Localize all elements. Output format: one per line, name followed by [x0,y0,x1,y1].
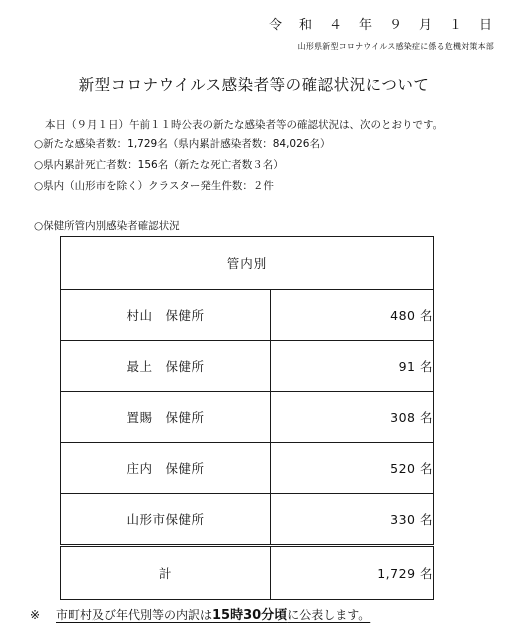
health-center-name: 庄内 保健所 [61,443,271,494]
intro-text: 本日（９月１日）午前１１時公表の新たな感染者等の確認状況は、次のとおりです。 [45,119,444,131]
table-row [61,494,434,546]
deaths-line: ○県内累計死亡者数：156名（新たな死亡者数３名） [34,159,284,171]
health-center-name: 村山 保健所 [61,290,271,341]
health-center-name: 置賜 保健所 [61,392,271,443]
case-count: 520 名 [271,443,434,494]
footnote [30,604,370,623]
case-count: 480 名 [271,290,434,341]
health-center-name: 山形市保健所 [61,494,271,546]
clusters-line: ○県内（山形市を除く）クラスター発生件数：２件 [34,180,274,192]
section-heading: ○保健所管内別感染者確認状況 [34,220,180,232]
total-count: 1,729 名 [271,546,434,600]
table-header-row [61,237,434,290]
case-count: 330 名 [271,494,434,546]
health-center-table [60,236,434,600]
table-row [61,392,434,443]
table-header: 管内別 [61,237,434,290]
table-row [61,290,434,341]
document-date: 令 和 ４ 年 ９ 月 １ 日 [268,18,494,33]
total-label: 計 [61,546,271,600]
note-release-time: 15時30分頃 [212,608,288,623]
document-title: 新型コロナウイルス感染者等の確認状況について [78,76,430,94]
note-text-part2: に公表します。 [287,608,371,622]
note-mark: ※ [30,608,41,622]
new-cases-line: ○新たな感染者数：1,729名（県内累計感染者数：84,026名） [34,138,331,150]
table-row [61,443,434,494]
case-count: 308 名 [271,392,434,443]
health-center-name: 最上 保健所 [61,341,271,392]
note-text-part1: 市町村及び年代別等の内訳は [56,608,213,622]
table-row [61,341,434,392]
issuing-headquarters: 山形県新型コロナウイルス感染症に係る危機対策本部 [297,42,494,51]
case-count: 91 名 [271,341,434,392]
table-total-row [61,546,434,600]
